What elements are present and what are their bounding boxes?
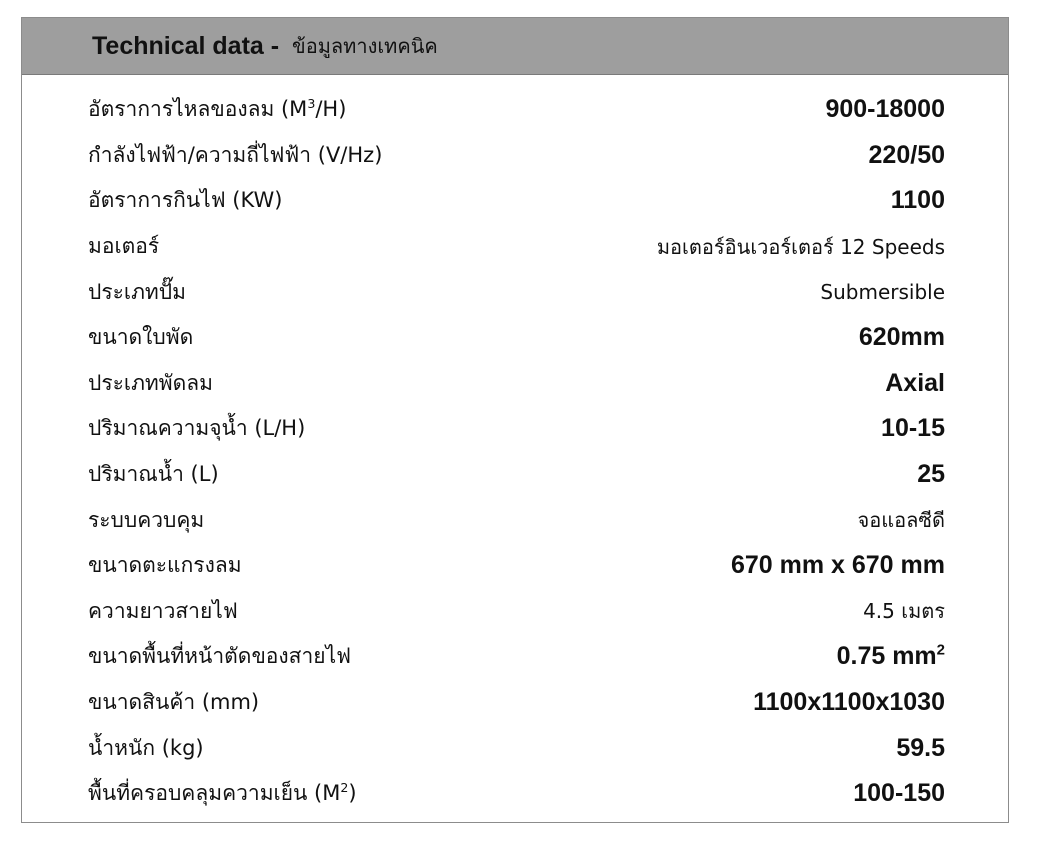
spec-row — [22, 543, 1008, 589]
spec-label — [88, 93, 346, 126]
spec-label-superscript: 3 — [307, 96, 316, 112]
spec-value-superscript: 2 — [936, 642, 945, 660]
spec-value-text: 670 mm x 670 mm — [730, 551, 945, 580]
spec-row — [22, 269, 1008, 315]
spec-row — [22, 725, 1008, 771]
spec-label — [88, 230, 159, 263]
spec-value — [820, 280, 945, 304]
spec-row — [22, 315, 1008, 361]
spec-row — [22, 589, 1008, 635]
spec-label — [88, 640, 351, 673]
spec-value — [731, 551, 945, 580]
spec-row — [22, 178, 1008, 224]
spec-label-text: พื้นที่ครอบคลุมความเย็น (M — [88, 781, 341, 806]
spec-row — [22, 452, 1008, 498]
spec-row — [22, 406, 1008, 452]
spec-label-text: ขนาดใบพัด — [88, 325, 194, 350]
spec-label — [88, 367, 213, 400]
spec-label-text: ความยาวสายไฟ — [88, 598, 238, 623]
spec-value — [863, 595, 945, 627]
spec-value — [858, 504, 945, 536]
spec-row — [22, 771, 1008, 817]
spec-label-text: มอเตอร์ — [88, 234, 160, 259]
spec-value-text: จอแอลซีดี — [857, 508, 945, 533]
header-title-th: ข้อมูลทางเทคนิค — [292, 34, 438, 58]
spec-value-text: 900-18000 — [825, 95, 945, 124]
spec-label-text: ปริมาณความจุน้ำ (L/H) — [88, 416, 306, 441]
spec-value — [657, 231, 945, 263]
technical-data-panel — [21, 17, 1009, 823]
spec-label — [88, 595, 238, 628]
spec-label-text: ขนาดตะแกรงลม — [88, 553, 242, 578]
spec-value-text: 59.5 — [896, 733, 945, 762]
spec-value-text: Submersible — [820, 280, 945, 305]
spec-row — [22, 133, 1008, 179]
spec-value-text: Axial — [885, 368, 945, 397]
spec-row — [22, 634, 1008, 680]
spec-label — [88, 184, 282, 217]
spec-label-suffix: /H) — [315, 97, 347, 122]
spec-label-text: ขนาดพื้นที่หน้าตัดของสายไฟ — [88, 644, 352, 669]
spec-label-text: ประเภทพัดลม — [88, 370, 213, 395]
spec-value — [837, 642, 945, 671]
spec-label-text: กำลังไฟฟ้า/ความถี่ไฟฟ้า (V/Hz) — [88, 142, 383, 167]
spec-value-text: มอเตอร์อินเวอร์เตอร์ 12 Speeds — [656, 234, 945, 259]
spec-value-text: 0.75 mm — [836, 642, 937, 671]
spec-value — [917, 460, 945, 489]
spec-label-text: น้ำหนัก (kg) — [88, 735, 204, 760]
spec-value-text: 620mm — [858, 323, 945, 352]
spec-value-text: 1100x1100x1030 — [753, 688, 945, 717]
spec-row — [22, 361, 1008, 407]
spec-label-text: ประเภทปั๊ม — [88, 279, 186, 304]
spec-value — [885, 369, 945, 398]
spec-value-text: 1100 — [890, 186, 945, 215]
spec-label — [88, 504, 204, 537]
spec-value — [859, 323, 945, 352]
spec-row — [22, 87, 1008, 133]
spec-row — [22, 224, 1008, 270]
spec-value — [881, 414, 945, 443]
spec-label — [88, 276, 186, 309]
spec-label — [88, 732, 204, 765]
spec-label-text: ระบบควบคุม — [88, 507, 205, 532]
spec-value — [891, 186, 945, 215]
spec-label — [88, 412, 305, 445]
spec-label — [88, 139, 382, 172]
spec-value-text: 4.5 เมตร — [863, 599, 945, 624]
spec-label — [88, 777, 357, 810]
spec-value-text: 220/50 — [868, 140, 945, 169]
panel-header — [22, 18, 1008, 75]
spec-label-text: ปริมาณน้ำ (L) — [88, 462, 219, 487]
spec-label-text: อัตราการกินไฟ (KW) — [88, 188, 283, 213]
spec-label-text: ขนาดสินค้า (mm) — [88, 690, 260, 715]
spec-list — [22, 87, 1008, 817]
spec-label — [88, 458, 219, 491]
spec-value-text: 100-150 — [853, 779, 945, 808]
spec-label-text: อัตราการไหลของลม (M — [88, 97, 308, 122]
spec-value-text: 25 — [917, 460, 945, 489]
spec-value — [753, 688, 945, 717]
spec-value — [853, 779, 945, 808]
spec-label — [88, 686, 259, 719]
spec-row — [22, 680, 1008, 726]
spec-row — [22, 497, 1008, 543]
spec-label-suffix: ) — [348, 781, 357, 806]
spec-label-superscript: 2 — [340, 780, 349, 796]
spec-value — [869, 141, 945, 170]
spec-value-text: 10-15 — [881, 414, 945, 443]
spec-value — [825, 95, 945, 124]
spec-value — [896, 734, 945, 763]
spec-label — [88, 321, 193, 354]
header-title-en: Technical data - — [92, 31, 287, 60]
spec-label — [88, 549, 242, 582]
